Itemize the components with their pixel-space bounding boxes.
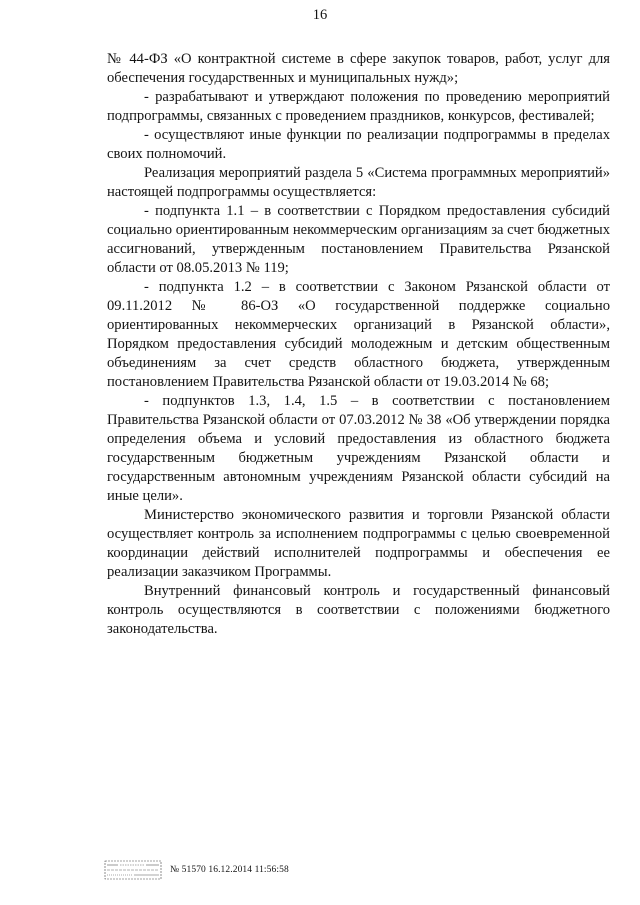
paragraph-8: Министерство экономического развития и торговли Рязанской области осуществляет контроль за исполнением подпрограммы с целью своевременной координации действий исполнителей подпрограммы и обеспечения ее реализации заказчиком Программы. xyxy=(107,507,610,580)
paragraph-7: - подпунктов 1.3, 1.4, 1.5 – в соответствии с постановлением Правительства Рязанской области от 07.03.2012 № 38 «Об утверждении порядка определения объема и условий предоставления из областного бюджета государственным бюджетным учреждениям Рязанской области и государственным автономным учреждениям Рязанской области субсидий на иные цели». xyxy=(107,393,610,504)
document-footer xyxy=(104,860,364,884)
document-registration-number: № 51570 16.12.2014 11:56:58 xyxy=(170,865,289,875)
paragraph-4: Реализация мероприятий раздела 5 «Система программных мероприятий» настоящей подпрограммы осуществляется: xyxy=(107,165,610,200)
page-number: 16 xyxy=(312,7,328,23)
paragraph-3: - осуществляют иные функции по реализации подпрограммы в пределах своих полномочий. xyxy=(107,127,610,162)
paragraph-2: - разрабатывают и утверждают положения по проведению мероприятий подпрограммы, связанных с проведением праздников, конкурсов, фестивалей; xyxy=(107,89,610,124)
paragraph-6: - подпункта 1.2 – в соответствии с Законом Рязанской области от 09.11.2012 № 86-ОЗ «О государственной поддержке социально ориентированных некоммерческих организаций в Рязанской области», Порядком предоставления субсидий молодежным и детским общественным объединениям за счет средств областного бюджета, утвержденным постановлением Правительства Рязанской области от 19.03.2014 № 68; xyxy=(107,279,610,390)
paragraph-5: - подпункта 1.1 – в соответствии с Порядком предоставления субсидий социально ориентированным некоммерческим организациям за счет бюджетных ассигнований, утвержденным постановлением Правительства Рязанской области от 08.05.2013 № 119; xyxy=(107,203,610,276)
paragraph-1: № 44-ФЗ «О контрактной системе в сфере закупок товаров, работ, услуг для обеспечения государственных и муниципальных нужд»; xyxy=(107,51,610,86)
registration-stamp-icon xyxy=(104,860,162,880)
document-body xyxy=(107,50,610,639)
paragraph-9: Внутренний финансовый контроль и государственный финансовый контроль осуществляются в соответствии с положениями бюджетного законодательства. xyxy=(107,583,610,637)
